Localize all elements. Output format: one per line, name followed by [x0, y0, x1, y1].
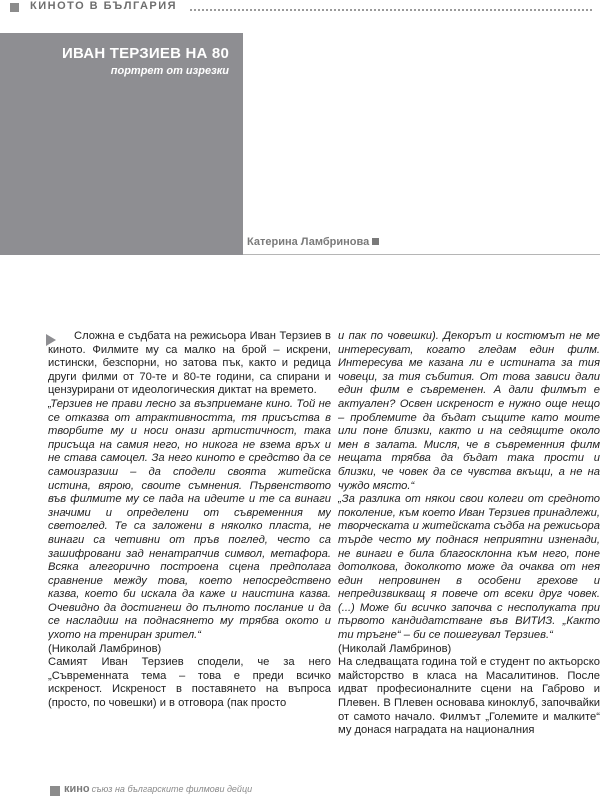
quote-paragraph: и пак по човешки). Декорът и костюмът не ме интересуват, когато гледам един филм. Интересува ме казана ли е истината за тия човеци, за тия събития. От това зависи дали един филм е съвременен. А дали филмът е актуален? Освен искреност е нужно още нещо – проблемите да бъдат същите като моите или поне близки, както и на седящите около мен в залата. Мисля, че в съвременния филм нещата трябва да бъдат така прости и близки, че човек да се чувства вкъщи, а не на чуждо място.“ [338, 330, 600, 492]
footer-square-icon [50, 786, 60, 796]
column-right [338, 330, 600, 750]
article-title: ИВАН ТЕРЗИЕВ НА 80 [62, 45, 229, 62]
page-footer [0, 778, 600, 800]
byline-square-icon [372, 238, 379, 245]
paragraph: Самият Иван Терзиев сподели, че за него „Съвременната тема – това е преди всичко искреност. Искреност в поставянето на въпроса (просто, по човешки) и в отговора (пак просто [48, 656, 331, 710]
paragraph: На следващата година той е студент по актьорско майсторство в класа на Масалитинов. После идват професионалните сцени на Габрово и Плевен. В Плевен основава киноклуб, започвайки от самото начало. Филмът „Големите и малките“ му донася наградата на националния [338, 656, 600, 737]
footer-brand [64, 783, 252, 795]
header-square-icon [10, 3, 19, 12]
title-rule [243, 254, 600, 255]
article-subtitle: портрет от изрезки [110, 65, 229, 77]
footer-brand-name: кино [64, 783, 90, 795]
quote-attribution: (Николай Ламбринов) [48, 642, 162, 655]
section-title: КИНОТО В БЪЛГАРИЯ [30, 0, 178, 12]
paragraph: Сложна е съдбата на режисьора Иван Терзиев в киното. Филмите му са малко на брой – искрени, истински, безспорни, но затова пък, както и редица други филми от 70-те и 80-те години, са спирани и цензурирани от идеологическия диктат на времето. [48, 330, 331, 397]
author-byline [247, 236, 379, 248]
header-dotted-rule [190, 9, 592, 11]
footer-subtitle: съюз на българските филмови дейци [91, 784, 253, 794]
title-box [0, 33, 243, 255]
column-left [48, 330, 331, 750]
quote-paragraph: „За разлика от някои свои колеги от средното поколение, към което Иван Терзиев принадлежи, творческата и житейската съдба на режисьора търде често му поднася неприятни изненади, не винаги е била благосклонна към него, поне дотолкова, доколкото може да очаква от нея един непровинен в особени грехове и непредизвикващ я повече от всеки друг човек. (...) Може би всичко започва с несполуката при първото кандидатстване във ВИТИЗ. „Както ти тръгне“ – би се пошегувал Терзиев.“ [338, 493, 600, 642]
quote-paragraph: „Терзиев не прави лесно за възприемане кино. Той не се отказва от атрактивността, тя присъства в творбите му и носи онази артистичност, така присъща на самия него, но никога не взема връх и не става самоцел. За него киното е средство да се самоизразиш – да сподели своята житейска истина, вярою, своите съмнения. Първенството във филмите му се пада на идеите и те са винаги значими и определени от съвременния му светоглед. Те са заложени в няколко пласта, не винаги са четивни от пръв поглед, често са зашифровани зад ненатрапчив символ, метафора. Всяка алегорично построена сцена предполага сравнение между това, което непосредствено казва, което би искала да каже и наистина казва. Очевидно да достигнеш до пълното послание и да се насладиш на поднасянето му трябва окото и ухото на трениран зрител.“ [48, 397, 331, 642]
running-header [0, 0, 600, 18]
quote-attribution: (Николай Ламбринов) [338, 642, 452, 655]
author-name: Катерина Ламбринова [247, 236, 370, 248]
